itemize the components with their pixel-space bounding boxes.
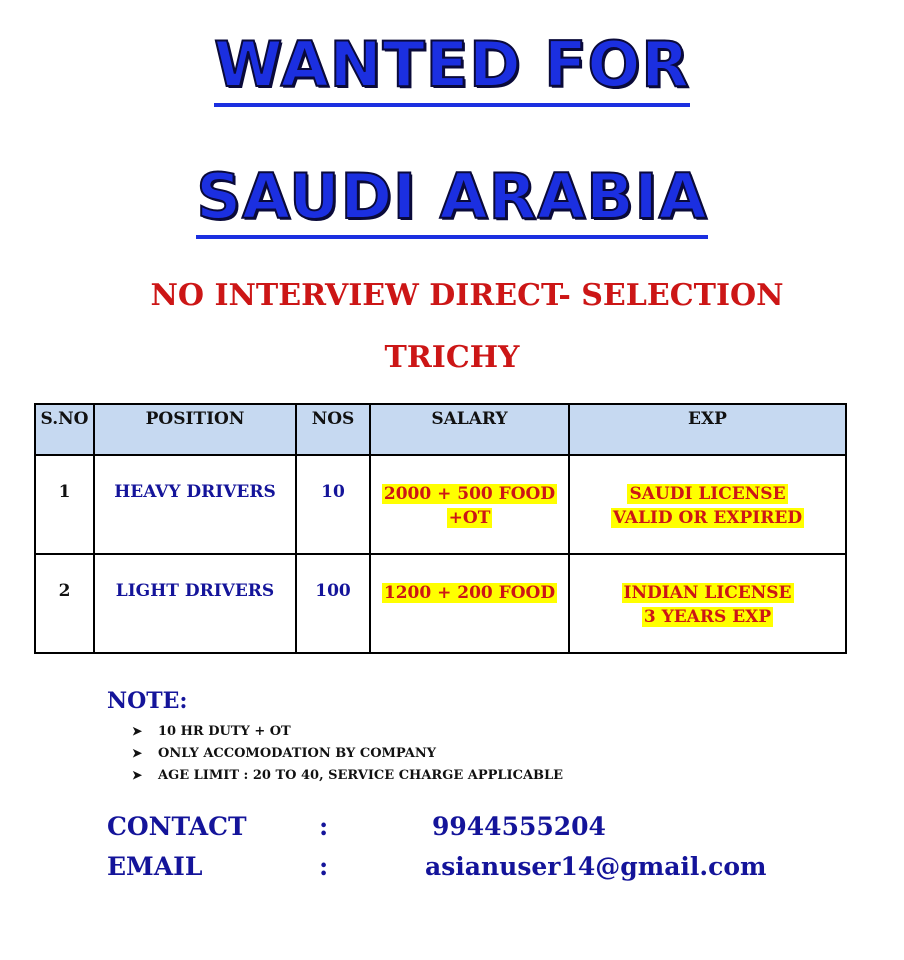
salary-line-1: 2000 + 500 FOOD xyxy=(383,484,556,504)
email-address: asianuser14@gmail.com xyxy=(425,852,767,881)
exp-line-1: SAUDI LICENSE xyxy=(629,484,786,504)
contact-phone: 9944555204 xyxy=(432,812,606,841)
cell-sno: 2 xyxy=(35,554,94,653)
jobs-table xyxy=(34,403,847,654)
header-nos: NOS xyxy=(296,404,370,455)
salary-line-2: +OT xyxy=(448,508,491,528)
email-label: EMAIL xyxy=(107,852,203,881)
contact-separator: : xyxy=(319,812,329,841)
table-header-row xyxy=(35,404,846,455)
cell-position: HEAVY DRIVERS xyxy=(94,455,296,554)
contact-label: CONTACT xyxy=(107,812,247,841)
subheadline-location: TRICHY xyxy=(384,340,520,375)
note-title: NOTE: xyxy=(107,688,188,714)
notes-list xyxy=(132,720,563,786)
headline-wanted-for: WANTED FOR xyxy=(0,28,904,101)
cell-nos: 10 xyxy=(296,455,370,554)
cell-position: LIGHT DRIVERS xyxy=(94,554,296,653)
list-item xyxy=(132,742,563,764)
headline-saudi-arabia: SAUDI ARABIA xyxy=(0,160,904,233)
cell-salary xyxy=(370,455,569,554)
header-position: POSITION xyxy=(94,404,296,455)
exp-line-2: VALID OR EXPIRED xyxy=(612,508,803,528)
table-row xyxy=(35,554,846,653)
list-item xyxy=(132,720,563,742)
header-salary: SALARY xyxy=(370,404,569,455)
table-row xyxy=(35,455,846,554)
cell-nos: 100 xyxy=(296,554,370,653)
note-text: AGE LIMIT : 20 TO 40, SERVICE CHARGE APPLICABLE xyxy=(158,768,564,783)
header-sno: S.NO xyxy=(35,404,94,455)
exp-line-2: 3 YEARS EXP xyxy=(643,607,772,627)
header-exp: EXP xyxy=(569,404,846,455)
list-item xyxy=(132,764,563,786)
cell-exp xyxy=(569,455,846,554)
note-text: ONLY ACCOMODATION BY COMPANY xyxy=(158,746,436,761)
note-text: 10 HR DUTY + OT xyxy=(158,724,291,739)
exp-line-1: INDIAN LICENSE xyxy=(623,583,792,603)
cell-sno: 1 xyxy=(35,455,94,554)
cell-exp xyxy=(569,554,846,653)
email-separator: : xyxy=(319,852,329,881)
salary-line-1: 1200 + 200 FOOD xyxy=(383,583,556,603)
arrow-bullet-icon: ➤ xyxy=(132,768,143,782)
subheadline-selection: NO INTERVIEW DIRECT- SELECTION xyxy=(150,278,784,313)
arrow-bullet-icon: ➤ xyxy=(132,724,143,738)
cell-salary xyxy=(370,554,569,653)
arrow-bullet-icon: ➤ xyxy=(132,746,143,760)
